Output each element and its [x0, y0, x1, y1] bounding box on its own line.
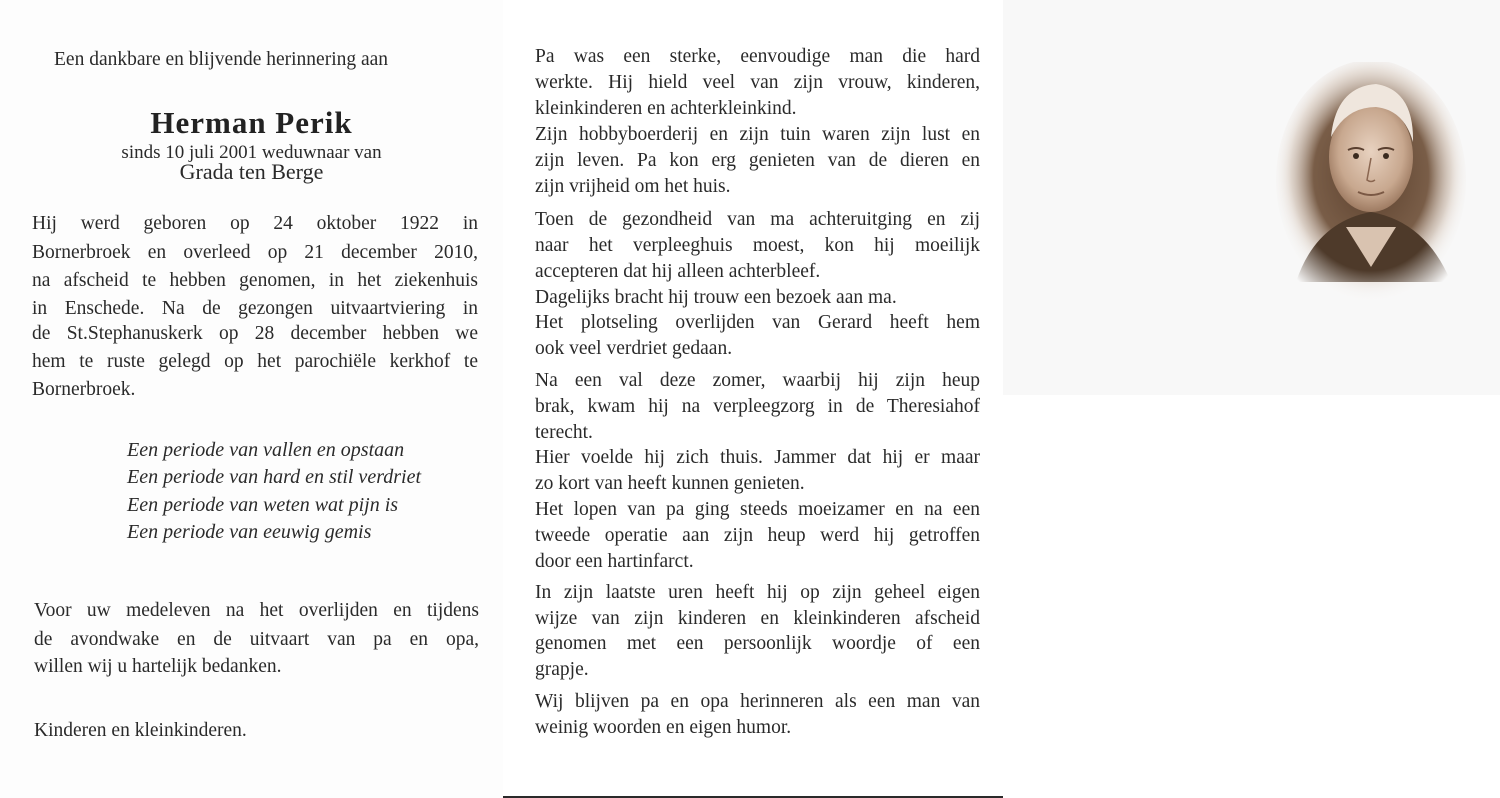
portrait-photo	[1276, 62, 1466, 302]
text-line: naar het verpleeghuis moest, kon hij moeilijk	[535, 235, 980, 256]
poem-line: Een periode van vallen en opstaan	[127, 439, 405, 461]
bio-line: na afscheid te hebben genomen, in het ziekenhuis	[32, 270, 478, 291]
signature: Kinderen en kleinkinderen.	[34, 720, 247, 741]
text-line: Het plotseling overlijden van Gerard heeft hem	[535, 312, 980, 333]
text-line: weinig woorden en eigen humor.	[535, 717, 792, 738]
bio-line: Bornerbroek en overleed op 21 december 2010,	[32, 242, 478, 263]
bio-line: Hij werd geboren op 24 oktober 1922 in	[32, 213, 478, 234]
text-line: wijze van zijn kinderen en kleinkinderen afscheid	[535, 608, 980, 629]
poem-line: Een periode van weten wat pijn is	[127, 494, 399, 516]
text-line: tweede operatie aan zijn heup werd hij getroffen	[535, 525, 980, 546]
text-line: kleinkinderen en achterkleinkind.	[535, 98, 797, 119]
thanks-line: de avondwake en de uitvaart van pa en opa,	[34, 629, 479, 650]
text-line: Het lopen van pa ging steeds moeizamer en na een	[535, 499, 980, 520]
right-panel-lower	[1003, 395, 1500, 798]
text-line: Zijn hobbyboerderij en zijn tuin waren zijn lust en	[535, 124, 980, 145]
text-line: Toen de gezondheid van ma achteruitging en zij	[535, 209, 980, 230]
bio-line: de St.Stephanuskerk op 28 december hebben we	[32, 323, 478, 344]
text-line: accepteren dat hij alleen achterbleef.	[535, 261, 821, 282]
text-line: grapje.	[535, 659, 589, 680]
text-line: Hier voelde hij zich thuis. Jammer dat hij er maar	[535, 447, 980, 468]
text-line: ook veel verdriet gedaan.	[535, 338, 733, 359]
thanks-line: Voor uw medeleven na het overlijden en tijdens	[34, 600, 479, 621]
bio-line: Bornerbroek.	[32, 379, 136, 400]
text-line: Pa was een sterke, eenvoudige man die hard	[535, 46, 980, 67]
poem-line: Een periode van hard en stil verdriet	[127, 466, 422, 488]
text-line: werkte. Hij hield veel van zijn vrouw, kinderen,	[535, 72, 980, 93]
bio-line: hem te ruste gelegd op het parochiële kerkhof te	[32, 351, 478, 372]
text-line: zijn vrijheid om het huis.	[535, 176, 731, 197]
text-line: genomen met een persoonlijk woordje of een	[535, 633, 980, 654]
text-line: Wij blijven pa en opa herinneren als een man van	[535, 691, 980, 712]
thanks-line: willen wij u hartelijk bedanken.	[34, 656, 282, 677]
left-panel	[0, 0, 503, 798]
text-line: door een hartinfarct.	[535, 551, 694, 572]
poem-line: Een periode van eeuwig gemis	[127, 521, 372, 543]
text-line: In zijn laatste uren heeft hij op zijn geheel eigen	[535, 582, 980, 603]
text-line: Na een val deze zomer, waarbij hij zijn heup	[535, 370, 980, 391]
text-line: brak, kwam hij na verpleegzorg in de Theresiahof	[535, 396, 980, 417]
text-line: Dagelijks bracht hij trouw een bezoek aan ma.	[535, 287, 897, 308]
spouse-name: Grada ten Berge	[179, 159, 324, 184]
widower-since-text: sinds 10 juli 2001 weduwnaar van	[121, 142, 382, 163]
text-line: zo kort van heeft kunnen genieten.	[535, 473, 805, 494]
intro-text: Een dankbare en blijvende herinnering aan	[54, 49, 389, 70]
text-line: zijn leven. Pa kon erg genieten van de dieren en	[535, 150, 980, 171]
deceased-name: Herman Perik	[150, 105, 353, 140]
bio-line: in Enschede. Na de gezongen uitvaartviering in	[32, 298, 478, 319]
text-line: terecht.	[535, 422, 593, 443]
